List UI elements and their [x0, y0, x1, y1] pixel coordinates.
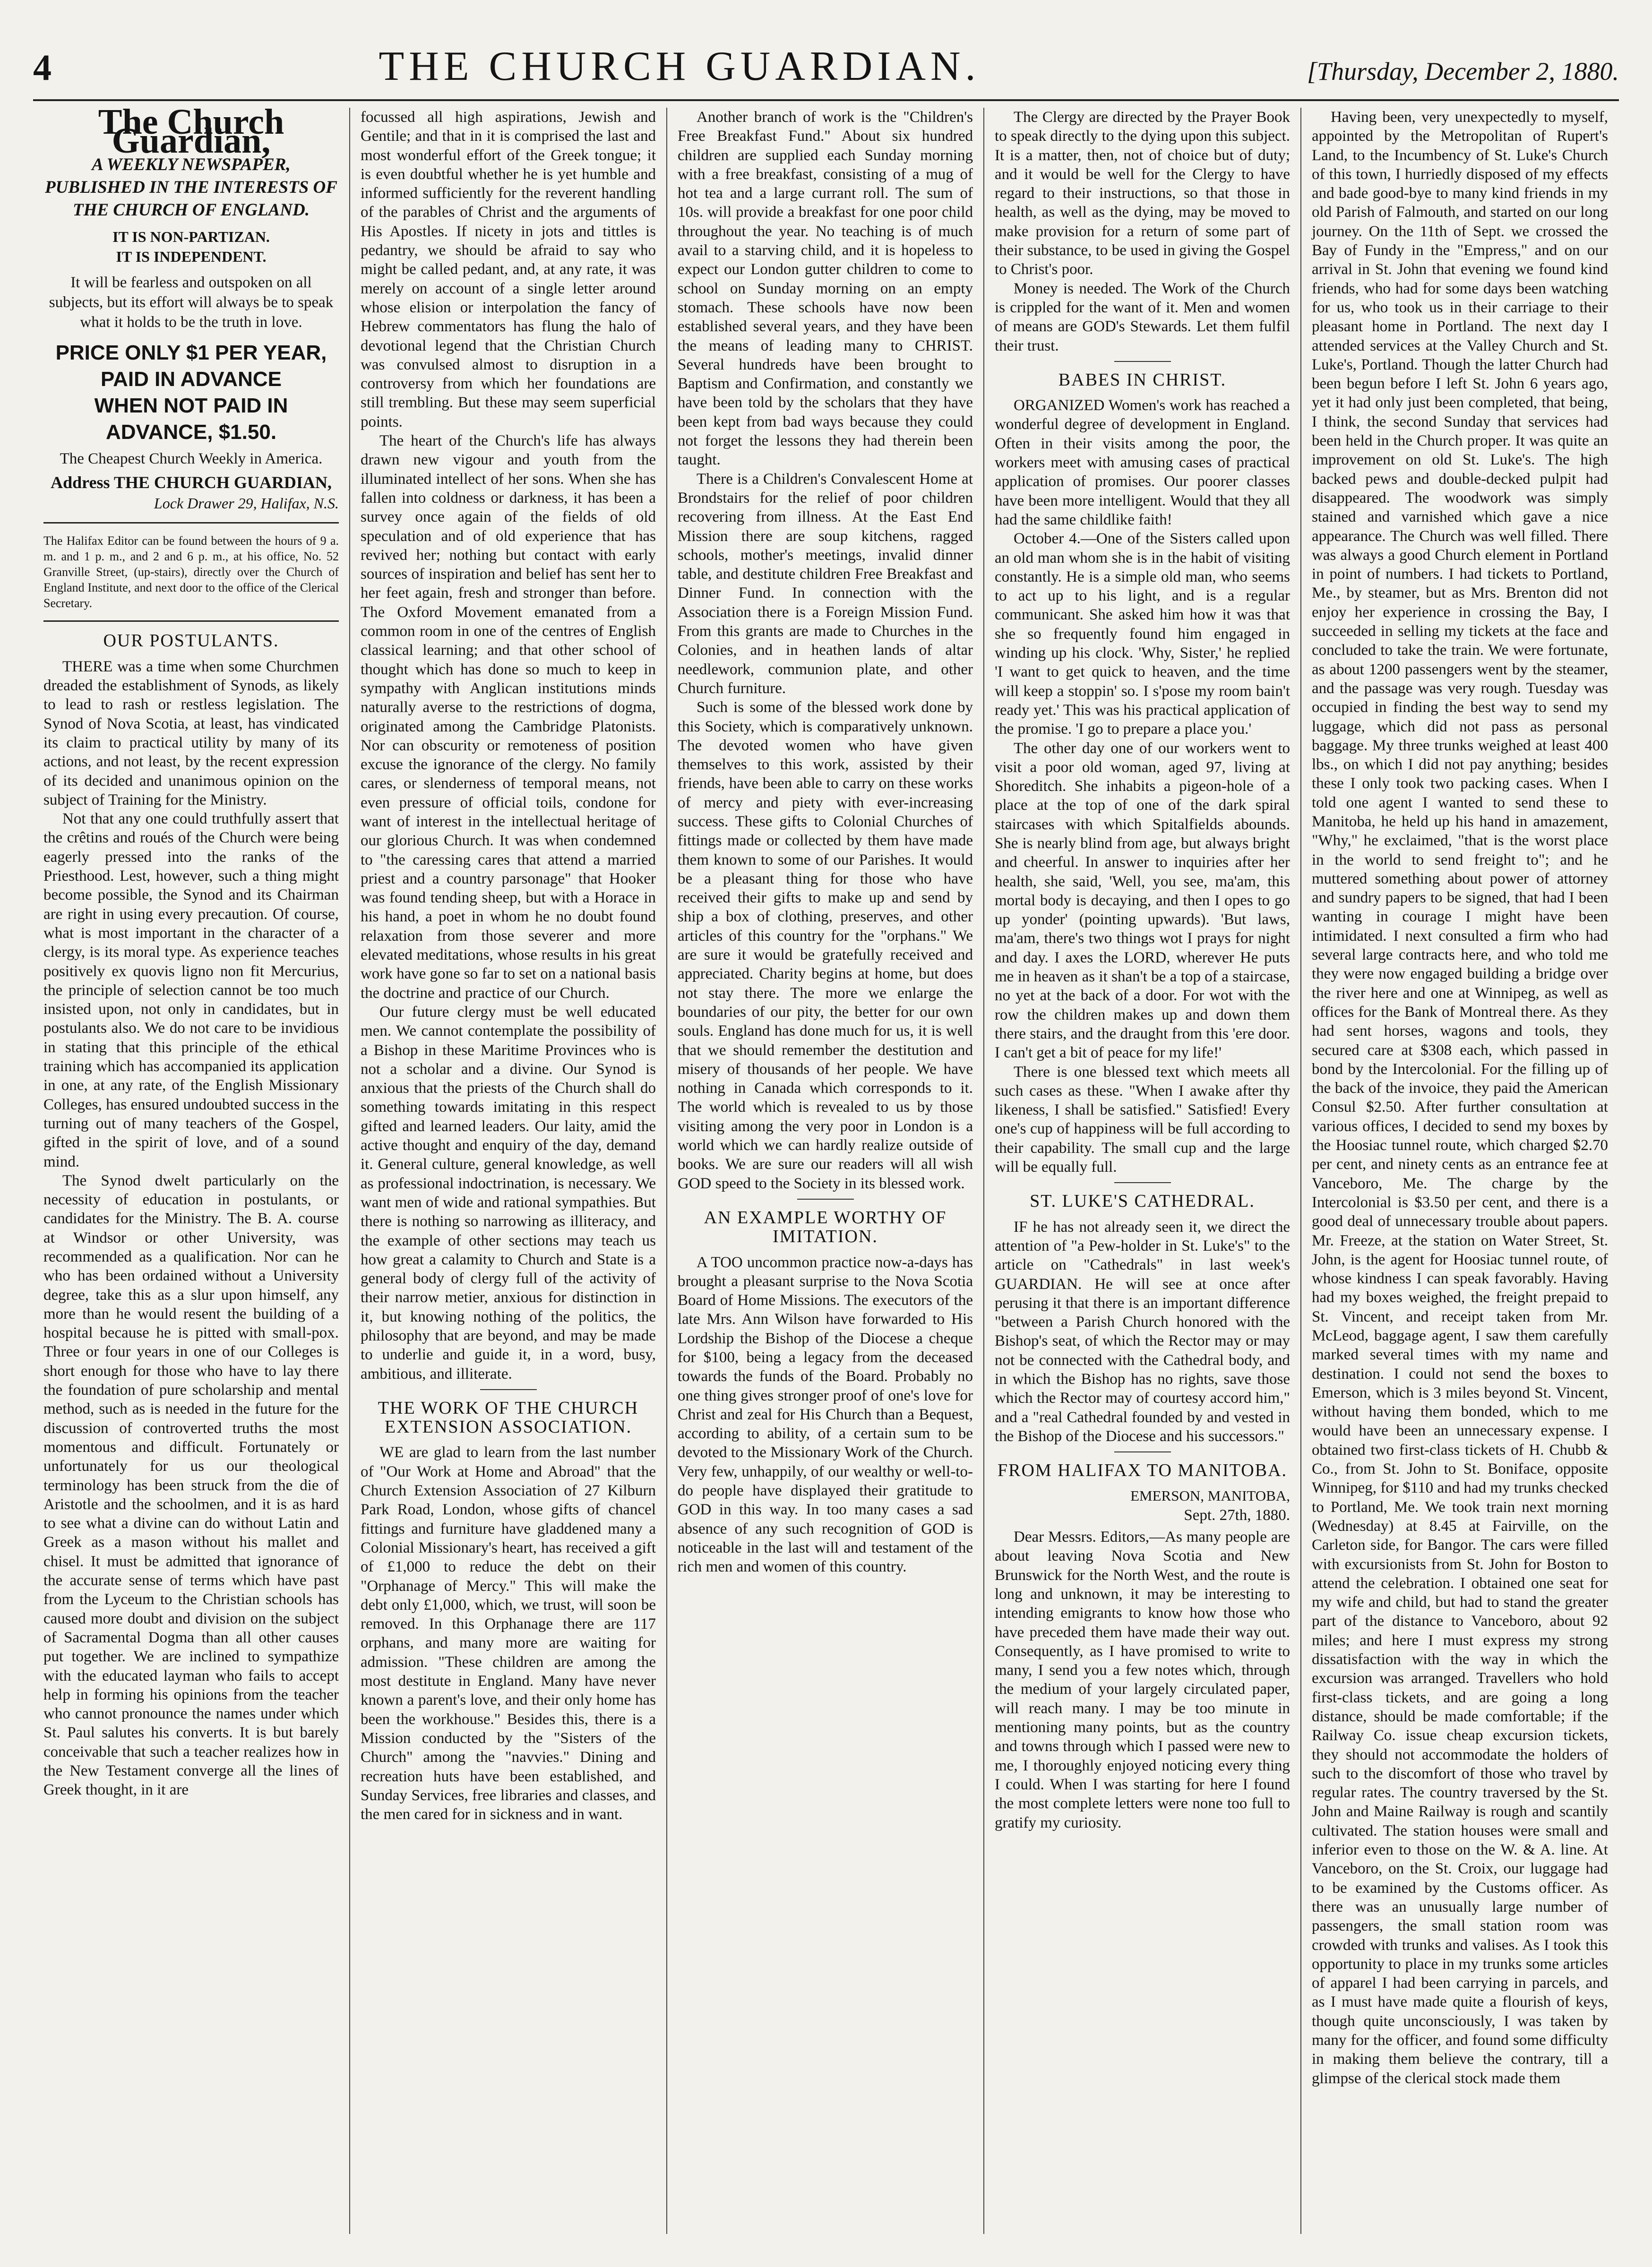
column-5: [1301, 108, 1618, 2234]
column-2: [350, 108, 667, 2234]
halifax-paragraph: Having been, very unexpectedly to myself, appointed by the Metropolitan of Rupert's Land, to the Incumbency of St. Luke's Church of this town, I hurriedly disposed of my effects and bade good-bye to many kind friends in my old Parish of Falmouth, and started on our long journey. On the 11th of Sept. we crossed the Bay of Fundy in the "Empress," and on our arrival in St. John that evening we found kind friends, who had for some days been watching for us, who took us in their carriage to their pleasant home in Portland. The next day I attended services at the Valley Church and St. Luke's, Portland. Though the latter Church had been begun before I left St. John 6 years ago, yet it had only just been completed, that being, I think, the second Sunday that services had been held in the Church proper. It was quite an improvement on old St. Luke's. The high backed pews and double-decked pulpit had disappeared. The woodwork was simply stained and varnished which gave a nice appearance. The Church was well filled. There was always a good Church element in Portland in point of numbers. I had tickets to Portland, Me., by steamer, but as Mrs. Brenton did not enjoy her experience in crossing the Bay, I succeeded in selling my tickets at the face and concluded to take the train. We were fortunate, as about 1200 passengers went by the steamer, and the passage was very rough. Tuesday was occupied in finding the best way to send my luggage, which did not pass as personal baggage. My three trunks weighed at least 400 lbs., on which I did not pay anything; besides these I only took two packing cases. When I told one agent I wanted to send these to Manitoba, he held up his hand in amazement, "Why," he exclaimed, "that is the worst place in the world to send freight to"; and he muttered something about power of attorney and sundry papers to be signed, that had I been wanting in courage I might have been intimidated. I next consulted a firm who had several large contracts here, and who told me they were now engaged building a bridge over the river here and one at Winnipeg, as well as offices for the Bank of Montreal there. As they had sent horses, wagons and tools, they secured care at $308 each, which passed in bond by the Intercolonial. For the filling up of the back of the invoice, they paid the American Consul $2.50. After further consultation at various offices, I decided to send my boxes by the Hoosiac tunnel route, which charged $2.70 per cent, and ninety cents as an entrance fee at Vanceboro, Me. The charge by the Intercolonial is $3.50 per cent, and there is a good deal of unnecessary trouble about papers. Mr. Freeze, at the station on Water Street, St. John, is the agent for Hoosiac tunnel route, of whose kindness I can speak favorably. Having had my boxes weighed, the freight prepaid to St. Vincent, and receipt taken from Mr. McLeod, baggage agent, I saw them carefully marked several times with my name and destination. I could not send the boxes to Emerson, which is 3 miles beyond St. Vincent, without having them bonded, which to me would have been an unnecessary expense. I obtained two first-class tickets of H. Chubb & Co., from St. John to St. Boniface, opposite Winnipeg, for $110 and had my trunks checked to Portland, Me. We took train next morning (Wednesday) at 8.45 at Fairville, on the Carleton side, for Bangor. The cars were filled with excursionists from St. John for Boston to attend the celebration. I obtained one seat for my wife and child, but had to stand the greater part of the distance to Vanceboro, about 92 miles; and here I must express my strong dissatisfaction with the way in which the excursion was arranged. Travellers who hold first-class tickets, and are going a long distance, should be made comfortable; if the Railway Co. issue cheap excursion tickets, they should not accommodate the holders of such to the discomfort of those who travel by regular rates. The country traversed by the St. John and Maine Railway is rough and scantily cultivated. The station houses were small and inferior even to those on the W. & A. line. At Vanceboro, on the St. Croix, our luggage had to be examined by the Customs officer. As there was an unusually large number of passengers, the small station room was crowded with trunks and valises. As I took this opportunity to place in my trunks some articles of apparel I had been carrying in parcels, and as I must have made quite a flourish of keys, though quite unconsciously, I was taken by many for the officer, and found some difficulty in making them believe the contrary, till a glimpse of the clerical stock made them: [1312, 109, 1608, 2087]
page-number: 4: [33, 47, 52, 88]
paper-name: THE CHURCH GUARDIAN.: [379, 43, 981, 89]
postulants-heading: OUR POSTULANTS.: [103, 631, 279, 651]
letter-date: Sept. 27th, 1880.: [1184, 1506, 1290, 1524]
divider: [480, 1389, 537, 1390]
editor-note: The Halifax Editor can be found between the hours of 9 a. m. and 1 p. m., and 2 and 6 p. m., at his office, No. 52 Granville Street, (up-stairs), directly over the Church of England Institute, and next door to the office of the Clerical Secretary.: [43, 534, 339, 610]
masthead-body: It will be fearless and outspoken on all subjects, but its effort will always be to speak what it holds to be the truth in love.: [49, 274, 334, 331]
extension-paragraph: WE are glad to learn from the last number of "Our Work at Home and Abroad" that the Church Extension Association of 27 Kilburn Park Road, London, whose gifts of chancel fittings and furniture have gladdened many a Colonial Missionary's heart, has received a gift of £1,000 to reduce the debt on their "Orphanage of Mercy." This will make the debt only £1,000, which, we trust, will soon be removed. In this Orphanage there are 117 orphans, and many more are waiting for admission. "These children are among the most destitute in England. Many have never known a parent's love, and their only home has been the workhouse." Besides this, there is a Mission conducted by the "Sisters of the Church" among the "navvies." Dining and recreation huts have been established, and Sunday Services, free libraries and classes, and the men cared for in sickness and in want.: [361, 1444, 656, 1823]
extension-paragraph: Such is some of the blessed work done by this Society, which is comparatively unknown. The devoted women who have given themselves to this work, assisted by their friends, have been able to carry on these works of mercy and piety with ever-increasing success. These gifts to Colonial Churches of fittings made or collected by them have made them known to some of our Parishes. It would be a pleasant thing for those who have received their gifts to make up and send by ship a box of clothing, preserves, and other articles of this country for the "orphans." We are sure it would be gratefully received and appreciated. Charity begins at home, but does not stay there. The more we enlarge the boundaries of our pity, the better for our own souls. England has done much for us, it is well that we should remember the destitution and misery of thousands of her people. We have nothing in Canada which corresponds to it. The world which is revealed to us by those visiting among the very poor in London is a world which we can hardly realize outside of books. We are sure our readers will all wish GOD speed to the Society in its blessed work.: [678, 699, 973, 1192]
divider: [1114, 1182, 1171, 1183]
cathedral-heading: ST. LUKE'S CATHEDRAL.: [1030, 1191, 1255, 1211]
masthead-independent: IT IS INDEPENDENT.: [116, 248, 267, 265]
masthead-price: PRICE ONLY $1 PER YEAR, PAID IN ADVANCE: [55, 341, 327, 391]
babes-paragraph: There is one blessed text which meets all such cases as these. "When I awake after thy likeness, I shall be satisfied." Satisfied! Every one's cup of happiness will be full according to their capability. The small cup and the large will be equally full.: [995, 1063, 1290, 1176]
masthead-title: The Church Guardian,: [98, 108, 284, 161]
divider: [1114, 361, 1171, 362]
extension-paragraph: There is a Children's Convalescent Home at Brondstairs for the relief of poor children recovering from illness. At the East End Mission there are soup kitchens, ragged schools, mother's meetings, invalid dinner table, and destitute children Free Breakfast and Dinner Fund. In connection with the Association there is a Foreign Mission Fund. From this grants are made to Churches in the Colonies, and in heathen lands of altar needlework, communion plate, and other Church furniture.: [678, 470, 973, 697]
column-3: [667, 108, 984, 2234]
page-header: [33, 43, 1619, 101]
divider: [43, 620, 339, 622]
divider: [43, 522, 339, 524]
babes-paragraph: October 4.—One of the Sisters called upon an old man whom she is in the habit of visiting constantly. He is a simple old man, who seems to act up to his light, and is a regular communicant. She asked him how it was that she so frequently found him engaged in winding up his clock. 'Why, Sister,' he replied 'I want to get quick to heaven, and the time will keep a stoppin' so. I s'pose my room bain't ready yet.' This was his practical application of the promise. 'I go to prepare a place you.': [995, 530, 1290, 738]
letter-place: EMERSON, MANITOBA,: [1130, 1487, 1290, 1504]
masthead-cheapest: The Cheapest Church Weekly in America.: [60, 450, 323, 467]
postulants-paragraph: Our future clergy must be well educated men. We cannot contemplate the possibility of a Bishop in these Maritime Provinces who is not a scholar and a divine. Our Synod is anxious that the priests of the Church shall do something towards imitating in this respect gifted and learned leaders. Our laity, amid the active thought and enquiry of the day, demand it. General culture, general knowledge, as well as professional indoctrination, is necessary. We want men of wide and rational sympathies. But there is nothing so narrowing as illiteracy, and the example of other sections may teach us how great a calamity to Church and State is a general body of clergy full of the activity of their narrow metier, anxious for distinction in it, but knowing nothing of the politics, the philosophy that are beyond, and may be made to underlie and guide it, in a word, busy, ambitious, and illiterate.: [361, 1003, 656, 1383]
halifax-paragraph: Dear Messrs. Editors,—As many people are about leaving Nova Scotia and New Brunswick for the North West, and the route is long and unknown, it may be interesting to intending emigrants to know how those who have preceded them have made their way out. Consequently, as I have promised to write to many, I send you a few notes which, through the medium of your largely circulated paper, will reach many. I may be too minute in mentioning many points, but as the country and towns through which I passed were new to me, I thoroughly enjoyed noticing every thing I could. When I was starting for here I found the most complete letters were none too full to gratify my curiosity.: [995, 1529, 1290, 1831]
example-paragraph: The Clergy are directed by the Prayer Book to speak directly to the dying upon this subject. It is a matter, then, not of choice but of duty; and it would be well for the Clergy to have regard to their instructions, so that those in health, as well as the dying, may be moved to make provision for a return of some part of their substance, to be used in giving the Gospel to Christ's poor.: [995, 109, 1290, 278]
masthead-lock-drawer: Lock Drawer 29, Halifax, N.S.: [154, 495, 339, 512]
column-4: [984, 108, 1301, 2234]
masthead-subtitle: A WEEKLY NEWSPAPER, PUBLISHED IN THE INTERESTS OF THE CHURCH OF ENGLAND.: [45, 155, 337, 220]
example-heading: AN EXAMPLE WORTHY OF IMITATION.: [704, 1207, 947, 1247]
postulants-paragraph: THERE was a time when some Churchmen dreaded the establishment of Synods, as likely to lead to rash or restless legislation. The Synod of Nova Scotia, at least, has vindicated its claim to practical utility by many of its actions, and not least, by the recent expression of its decided and unanimous opinion on the subject of Training for the Ministry.: [43, 658, 339, 808]
example-paragraph: Money is needed. The Work of the Church is crippled for the want of it. Men and women of means are GOD's Stewards. Let them fulfil their trust.: [995, 280, 1290, 354]
babes-paragraph: ORGANIZED Women's work has reached a wonderful degree of development in England. Often in their visits among the poor, the workers meet with amusing cases of practical application of promises. Our poorer classes have been more intelligent. Would that they all had the same childlike faith!: [995, 397, 1290, 528]
issue-date: [Thursday, December 2, 1880.: [1307, 57, 1619, 86]
postulants-paragraph: The heart of the Church's life has always drawn new vigour and youth from the illuminated intellect of her sons. When she has fallen into coldness or darkness, it has been a survey once again of the fields of old speculation and of old experience that has revived her; nothing but contact with early sources of inspiration and belief has sent her to her feet again, fresh and stronger than before. The Oxford Movement emanated from a common room in one of the centres of English classical learning; and that other school of thought which has done so much to keep in sympathy with Anglican institutions minds naturally averse to the restrictions of dogma, originated among the Cambridge Platonists. Nor can obscurity or remoteness of position excuse the ignorance of the clergy. No family cares, or slenderness of temporal means, not even pressure of official toils, condone for want of interest in the intellectual heritage of our glorious Church. It was when condemned to "the caressing cares that attend a married priest and a country parsonage" that Hooker was found tending sheep, but with a Horace in his hand, a poet in whom he no doubt found relaxation from those severer and more elevated meditations, whose results in his great work have gone so far to set on a national basis the doctrine and practice of our Church.: [361, 432, 656, 1002]
extension-paragraph: Another branch of work is the "Children's Free Breakfast Fund." About six hundred children are supplied each Sunday morning with a free breakfast, consisting of a mug of hot tea and a large currant roll. The sum of 10s. will provide a breakfast for one poor child throughout the year. No teaching is of much avail to a starving child, and it is hopeless to expect our London gutter children to come to school on Sunday morning on an empty stomach. These schools have now been established several years, and they have been the means of leading many to CHRIST. Several hundreds have been brought to Baptism and Confirmation, and constantly we have been told by the scholars that they have been kept from bad ways because they could not forget the lessons they had therein been taught.: [678, 109, 973, 469]
postulants-paragraph: focussed all high aspirations, Jewish and Gentile; and that in it is comprised the last and most wonderful effort of the Greek tongue; it is even doubtful whether he is yet humble and informed sufficiently for the reverent handling of the parables of Christ and the arguments of His Apostles. If nicety in jots and tittles is pedantry, we should be afraid to say who might be called pedant, and, at any rate, it was merely on account of a single letter around whose elision or interpolation the fancy of Hebrew commentators has flung the halo of devotional legend that the Christian Church was convulsed almost to disruption in a controversy from which her foundations are still trembling. But these may seem superficial points.: [361, 109, 656, 430]
divider: [797, 1199, 854, 1200]
halifax-heading: FROM HALIFAX TO MANITOBA.: [997, 1460, 1288, 1481]
masthead-non-partizan: IT IS NON-PARTIZAN.: [112, 228, 270, 245]
divider: [1114, 1451, 1171, 1452]
cathedral-paragraph: IF he has not already seen it, we direct the attention of "a Pew-holder in St. Luke's" to the article on "Cathedrals" in last week's GUARDIAN. He will see at once after perusing it that there is an important difference "between a Parish Church honored with the Bishop's seat, of which the Rector may or may not be connected with the Cathedral body, and in which the Bishop has no rights, save those which the Rector may of courtesy accord him," and a "real Cathedral founded by and vested in the Bishop of the Diocese and his successors.": [995, 1218, 1290, 1445]
postulants-paragraph: The Synod dwelt particularly on the necessity of education in postulants, or candidates for the Ministry. The B. A. course at Windsor or other University, was recommended as a qualification. Nor can he who has been ordained without a University degree, take this as a slur upon himself, any more than he would resent the building of a hospital because he is pitted with small-pox. Three or four years in one of our Colleges is short enough for those who have to lay there the foundation of pure scholarship and mental method, such as is needed in the future for the discussion of controverted truths the most momentous and difficult. Fortunately or unfortunately for us our theological terminology has been struck from the die of Aristotle and the schoolmen, and it is as hard to see what a divine can do without Latin and Greek as a mason without his mallet and chisel. It must be admitted that ignorance of the accurate sense of terms which have past from the Lyceum to the Christian schools has caused more doubt and division on the subject of Sacramental Dogma than all other causes put together. We are inclined to sympathize with the educated layman who fails to accept help in forming his opinions from the teacher who cannot pronounce the names under which St. Paul salutes his converts. It is but barely conceivable that such a teacher realizes how in the New Testament converge all the lines of Greek thought, in it are: [43, 1172, 339, 1799]
babes-heading: BABES IN CHRIST.: [1058, 369, 1227, 390]
babes-paragraph: The other day one of our workers went to visit a poor old woman, aged 97, living at Shoreditch. She inhabits a pigeon-hole of a place at the top of one of the dark spiral staircases with which Spitalfields abounds. She is nearly blind from age, but always bright and cheerful. In answer to inquiries after her health, she said, 'Well, you see, ma'am, this mortal body is decaying, and then I opes to go up yonder' (pointing upwards). 'But laws, ma'am, there's two things wot I prays for night and day. I axes the LORD, wherever He puts me in heaven as it shan't be a top of a staircase, no yet at the back of a door. For wot with the row the children makes up and down them there stairs, and the draught from this 'ere door. I can't get a bit of peace for my life!': [995, 739, 1290, 1062]
article-columns: [33, 108, 1619, 2234]
masthead-price-late: WHEN NOT PAID IN ADVANCE, $1.50.: [94, 394, 288, 444]
extension-heading: THE WORK OF THE CHURCH EXTENSION ASSOCIATION.: [378, 1398, 639, 1437]
masthead-address: Address THE CHURCH GUARDIAN,: [51, 472, 332, 492]
column-1: [33, 108, 350, 2234]
postulants-paragraph: Not that any one could truthfully assert that the crêtins and roués of the Church were being eagerly pressed into the ranks of the Priesthood. Lest, however, such a thing might become possible, the Synod and its Chairman are right in using every precaution. Of course, what is most important in the character of a clergy, is its moral type. As experience teaches positively ex quovis ligno non fit Mercurius, the principle of selection cannot be too much insisted upon, not only in candidates, but in postulants also. We do not care to be invidious in stating that this principle of the ethical training which has accompanied its application in one, at any rate, of the English Missionary Colleges, has ensured undoubted success in the turning out of many teachers of the Gospel, gifted in the spirit of love, and of a sound mind.: [43, 810, 339, 1170]
example-paragraph: A TOO uncommon practice now-a-days has brought a pleasant surprise to the Nova Scotia Board of Home Missions. The executors of the late Mrs. Ann Wilson have forwarded to His Lordship the Bishop of the Diocese a cheque for $100, being a legacy from the deceased towards the funds of the Board. Probably no one thing gives stronger proof of one's love for Christ and zeal for His Church than a Bequest, according to ability, of a certain sum to be devoted to the Missionary Work of the Church. Very few, unhappily, of our wealthy or well-to-do people have displayed their gratitude to GOD in this way. In too many cases a sad absence of any such recognition of GOD is noticeable in the last will and testament of the rich men and women of this country.: [678, 1254, 973, 1576]
